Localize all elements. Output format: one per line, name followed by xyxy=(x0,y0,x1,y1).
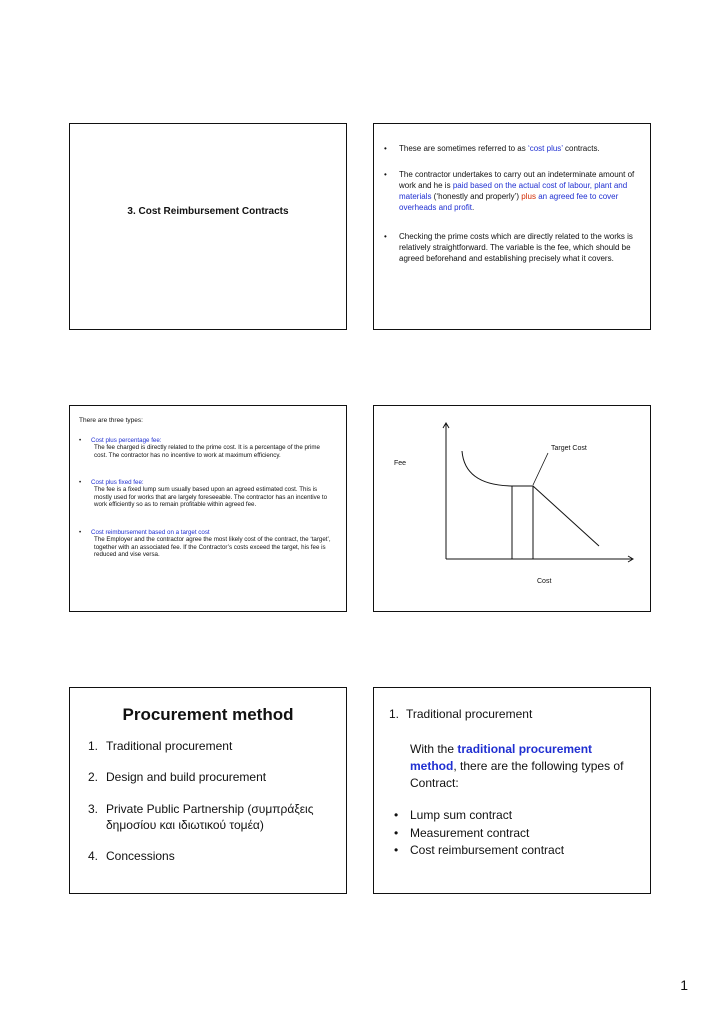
type-item xyxy=(79,437,334,459)
target-cost-label: Target Cost xyxy=(551,445,587,452)
bullet-text: These are sometimes referred to as xyxy=(399,144,528,153)
type-title: Cost plus percentage fee: xyxy=(91,437,162,444)
contract-type-text: Lump sum contract xyxy=(410,808,513,822)
type-description: The fee charged is directly related to the prime cost. It is a percentage of the prime cost. The contractor has no incentive to work at maximum efficiency. xyxy=(94,444,320,459)
procurement-item xyxy=(88,801,336,833)
intro-paragraph xyxy=(410,741,632,792)
item-text: Design and build procurement xyxy=(106,770,267,784)
bullet-icon: • xyxy=(384,144,387,153)
bullet-cost-plus xyxy=(384,143,636,154)
procurement-item xyxy=(88,848,336,864)
highlight-text: traditional procurement method xyxy=(410,742,593,773)
type-item xyxy=(79,529,334,559)
contract-type-item xyxy=(394,826,529,840)
slide-title: 3. Cost Reimbursement Contracts xyxy=(127,206,289,217)
type-description: The fee is a fixed lump sum usually based upon an agreed estimated cost. This is mostly used for works that are largely foreseeable. The contractor has an incentive to work efficiently so as to remain profitable within agreed fee. xyxy=(94,486,328,509)
bullet-text: (‘honestly and properly’) xyxy=(431,192,522,201)
slide-6 xyxy=(373,687,651,894)
item-number: 1. xyxy=(88,739,99,753)
bullet-icon: • xyxy=(79,437,82,444)
bullet-undertakes xyxy=(384,169,636,213)
cost-axis-label: Cost xyxy=(537,578,552,585)
item-number: 1. xyxy=(389,707,400,721)
slide-title: Procurement method xyxy=(122,705,294,724)
item-number: 2. xyxy=(88,770,99,784)
fee-curve xyxy=(462,451,533,486)
contract-type-text: Measurement contract xyxy=(410,826,530,840)
bullet-icon: • xyxy=(79,479,82,486)
contract-type-text: Cost reimbursement contract xyxy=(410,843,565,857)
slide-1 xyxy=(69,123,347,330)
paragraph-text: , there are the following types of Contract: xyxy=(410,759,624,790)
highlight-text: an agreed fee to cover overheads and profit xyxy=(399,192,619,212)
intro-text: There are three types: xyxy=(79,417,143,424)
type-description: The Employer and the contractor agree the most likely cost of the contract, the ‘target’, together with an associated fee. If the Contractor’s costs exceed the target, his fee is reduced and vise versa. xyxy=(94,536,331,559)
bullet-icon: • xyxy=(394,843,399,857)
procurement-item xyxy=(88,738,336,754)
bullet-icon: • xyxy=(394,826,399,840)
slide-heading xyxy=(389,707,532,721)
target-cost-diagram xyxy=(374,406,649,610)
slide-5 xyxy=(69,687,347,894)
heading-text: Traditional procurement xyxy=(406,707,533,721)
bullet-icon: • xyxy=(79,529,82,536)
item-text: Private Public Partnership (συμπράξεις δημοσίου και ιδιωτικού τομέα) xyxy=(106,802,314,832)
bullet-text: The contractor undertakes to carry out an indeterminate amount of work and he is xyxy=(399,170,635,190)
bullet-icon: • xyxy=(394,808,399,822)
target-cost-bar xyxy=(512,486,533,559)
highlight-text: paid based on the actual cost of labour, plant and materials xyxy=(399,181,628,201)
fee-axis-label: Fee xyxy=(394,460,407,467)
bullet-text: . xyxy=(471,203,475,212)
paragraph-text: With the xyxy=(410,742,458,756)
type-item xyxy=(79,479,334,509)
type-title: Cost reimbursement based on a target cost xyxy=(91,529,210,536)
procurement-item xyxy=(88,769,336,785)
highlight-text: plus xyxy=(521,192,536,201)
item-text: Traditional procurement xyxy=(106,739,233,753)
item-text: Concessions xyxy=(106,849,175,863)
bullet-icon: • xyxy=(384,232,387,241)
fee-decline-line xyxy=(533,486,599,546)
item-number: 3. xyxy=(88,802,99,816)
slide-3 xyxy=(69,405,347,612)
slide-4 xyxy=(373,405,651,612)
item-number: 4. xyxy=(88,849,99,863)
contract-type-item xyxy=(394,808,512,822)
page-number: 1 xyxy=(680,977,688,993)
bullet-text: contracts. xyxy=(562,144,600,153)
contract-type-item xyxy=(394,843,564,857)
slide-2 xyxy=(373,123,651,330)
bullet-icon: • xyxy=(384,170,387,179)
bullet-checking xyxy=(384,231,636,264)
type-title: Cost plus fixed fee: xyxy=(91,479,144,486)
target-cost-pointer xyxy=(533,453,548,485)
bullet-text: Checking the prime costs which are directly related to the works is relatively straightforward. The variable is the fee, which should be agreed beforehand and establishing precisely what it covers. xyxy=(399,232,633,263)
highlight-text: ‘cost plus’ xyxy=(527,144,563,153)
